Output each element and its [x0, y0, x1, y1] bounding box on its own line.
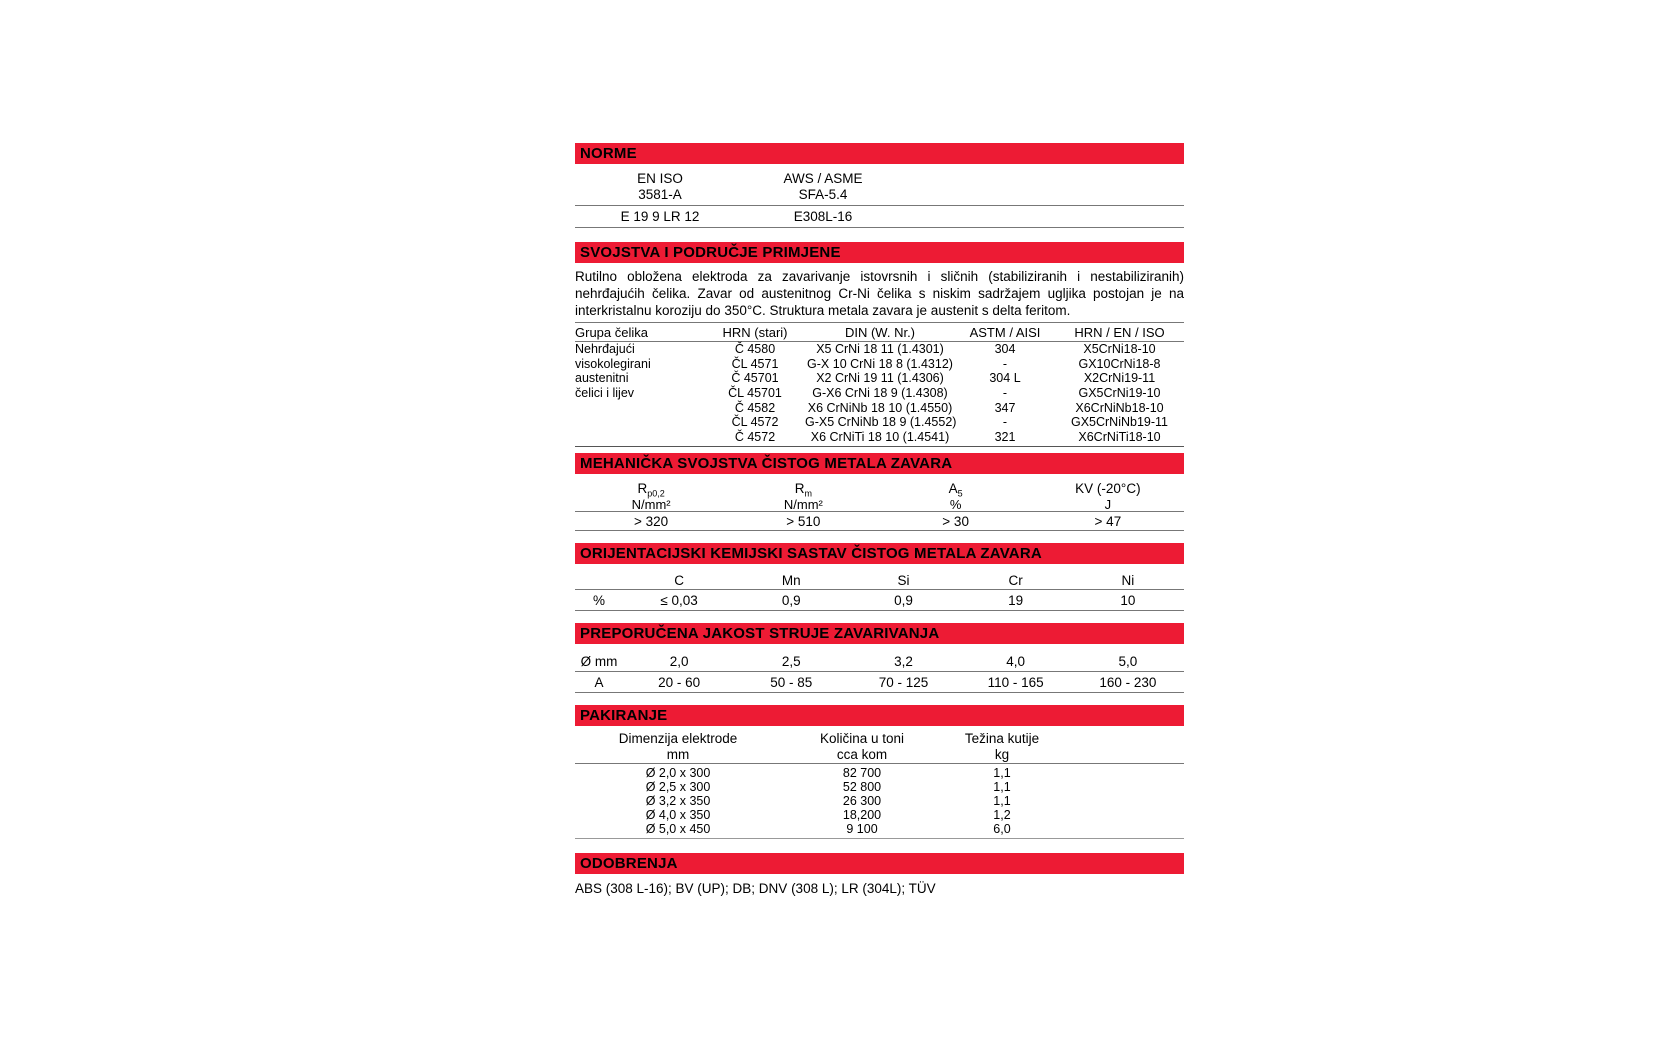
packaging-dimension-cell: Ø 3,2 x 350 [645, 793, 711, 808]
mech-unit-cell: N/mm² [783, 496, 823, 512]
current-diameter-cell: 3,2 [894, 653, 913, 669]
steel-header-hrn: HRN (stari) [722, 325, 788, 340]
norme-en-iso-line2: 3581-A [638, 187, 682, 202]
section-header-svojstva [575, 242, 1184, 263]
packaging-row [575, 822, 1184, 836]
current-amps-label: A [594, 674, 604, 690]
packaging-row [575, 808, 1184, 822]
steel-group-cell [575, 415, 705, 430]
steel-table-row [575, 357, 1184, 372]
packaging-dimension-cell: Ø 4,0 x 350 [645, 807, 711, 822]
steel-group-cell: čelici i lijev [575, 386, 635, 401]
packaging-dimension-cell: Ø 5,0 x 450 [645, 821, 711, 836]
steel-grades-table [575, 322, 1184, 447]
section-title-struja: PREPORUČENA JAKOST STRUJE ZAVARIVANJA [580, 624, 940, 642]
current-diameter-cell: 2,5 [781, 653, 801, 669]
steel-astm-cell: 304 [994, 342, 1016, 356]
steel-din-cell: X6 CrNiNb 18 10 (1.4550) [807, 400, 953, 415]
section-title-pakiranje: PAKIRANJE [580, 706, 668, 724]
steel-hrn-cell: Č 4572 [734, 430, 776, 445]
norme-aws-designation: E308L-16 [793, 209, 853, 224]
section-header-mehanicka [575, 453, 1184, 474]
mech-unit-cell: % [949, 496, 962, 512]
steel-astm-cell: 347 [994, 400, 1016, 415]
mech-value-cell: > 320 [634, 513, 669, 529]
steel-table-body [575, 342, 1184, 447]
current-diameter-label: Ø mm [580, 653, 618, 669]
mech-symbol-a5: $A_5$ [948, 480, 963, 499]
steel-table-header-row [575, 323, 1184, 342]
chem-values-row [575, 590, 1184, 611]
steel-astm-cell: - [1002, 356, 1008, 371]
packaging-quantity-cell: 9 100 [846, 821, 878, 836]
steel-group-cell: visokolegirani [575, 356, 651, 371]
section-title-svojstva: SVOJSTVA I PODRUČJE PRIMJENE [580, 244, 841, 261]
mech-symbols-row [575, 481, 1184, 497]
chem-value-cell: 10 [1120, 592, 1136, 608]
steel-group-cell [575, 430, 705, 445]
chem-element-header: C [674, 572, 684, 588]
steel-header-din: DIN (W. Nr.) [844, 325, 916, 340]
current-amps-cell: 50 - 85 [770, 674, 813, 690]
mech-unit-cell: N/mm² [631, 496, 671, 512]
steel-hrn-cell: ČL 4572 [731, 415, 779, 430]
current-diameter-row [575, 651, 1184, 672]
steel-din-cell: X6 CrNiTi 18 10 (1.4541) [810, 430, 950, 445]
packaging-weight-cell: 1,1 [993, 779, 1011, 794]
steel-table-row [575, 415, 1184, 430]
steel-hrn-cell: Č 4580 [734, 342, 776, 356]
current-amps-cell: 20 - 60 [658, 674, 701, 690]
steel-header-group: Grupa čelika [575, 325, 648, 340]
chem-header-spacer [575, 571, 623, 590]
norme-aws-line2: SFA-5.4 [798, 187, 848, 202]
norme-header-spacer [901, 171, 1184, 203]
steel-group-cell: Nehrđajući [575, 342, 635, 356]
current-amps-row [575, 672, 1184, 693]
chem-row-label: % [592, 592, 605, 608]
current-amps-cell: 160 - 230 [1099, 674, 1157, 690]
packaging-table [575, 731, 1184, 839]
packaging-header-quantity: Količina u toni cca kom [819, 730, 905, 762]
steel-hrn-cell: ČL 45701 [728, 386, 782, 401]
steel-astm-cell: - [1002, 386, 1008, 401]
steel-hrn-cell: ČL 4571 [731, 356, 779, 371]
electrode-datasheet [575, 143, 1184, 897]
steel-table-row [575, 430, 1184, 445]
packaging-weight-cell: 1,1 [993, 765, 1011, 780]
steel-iso-cell: X6CrNiTi18-10 [1078, 430, 1161, 445]
packaging-quantity-cell: 82 700 [842, 765, 882, 780]
chem-value-cell: 19 [1008, 592, 1024, 608]
chem-value-cell: 0,9 [894, 592, 913, 608]
packaging-weight-cell: 1,1 [993, 793, 1011, 808]
packaging-dimension-cell: Ø 2,5 x 300 [645, 779, 711, 794]
steel-header-astm: ASTM / AISI [969, 325, 1041, 340]
mechanical-properties-table [575, 481, 1184, 531]
norme-aws-line1: AWS / ASME [783, 171, 863, 186]
current-diameter-cell: 2,0 [669, 653, 689, 669]
norme-standards-header-row [575, 171, 1184, 206]
steel-din-cell: X2 CrNi 19 11 (1.4306) [816, 371, 944, 386]
current-diameter-cell: 5,0 [1118, 653, 1138, 669]
packaging-weight-cell: 6,0 [993, 821, 1011, 836]
norme-en-iso-line1: EN ISO [637, 171, 683, 186]
steel-din-cell: G-X6 CrNi 18 9 (1.4308) [812, 386, 948, 401]
steel-iso-cell: X6CrNiNb18-10 [1075, 400, 1164, 415]
packaging-quantity-cell: 18,200 [842, 807, 882, 822]
steel-table-row [575, 371, 1184, 386]
section-header-struja [575, 623, 1184, 644]
steel-iso-cell: GX5CrNi19-10 [1078, 386, 1161, 401]
section-title-norme: NORME [580, 145, 637, 162]
packaging-row [575, 780, 1184, 794]
section-header-odobrenja [575, 853, 1184, 874]
current-diameter-cell: 4,0 [1006, 653, 1026, 669]
packaging-quantity-cell: 52 800 [842, 779, 882, 794]
packaging-table-body [575, 764, 1184, 839]
chemical-composition-table [575, 571, 1184, 611]
norme-standard-en-iso [575, 171, 745, 203]
packaging-header-dimension: Dimenzija elektrode mm [618, 730, 738, 762]
chem-element-header: Si [897, 572, 910, 588]
packaging-quantity-cell: 26 300 [842, 793, 882, 808]
steel-iso-cell: GX10CrNi18-8 [1078, 356, 1161, 371]
mech-value-cell: > 30 [942, 513, 969, 529]
mech-values-row [575, 512, 1184, 531]
chem-element-header: Ni [1121, 572, 1135, 588]
section-header-norme [575, 143, 1184, 164]
packaging-weight-cell: 1,2 [993, 807, 1011, 822]
packaging-row [575, 766, 1184, 780]
chem-header-row [575, 571, 1184, 590]
current-amps-cell: 110 - 165 [987, 674, 1044, 690]
section-header-pakiranje [575, 705, 1184, 726]
steel-header-iso: HRN / EN / ISO [1074, 325, 1165, 340]
steel-iso-cell: X2CrNi19-11 [1083, 371, 1156, 386]
steel-table-row [575, 386, 1184, 401]
steel-astm-cell: 321 [994, 430, 1016, 445]
section-title-odobrenja: ODOBRENJA [580, 854, 678, 872]
current-amps-cell: 70 - 125 [878, 674, 929, 690]
steel-iso-cell: X5CrNi18-10 [1083, 342, 1156, 356]
mech-symbol-kv: KV (-20°C) [1075, 480, 1141, 496]
mech-units-row [575, 497, 1184, 512]
norme-values-spacer [901, 206, 1184, 228]
steel-hrn-cell: Č 45701 [731, 371, 779, 386]
steel-astm-cell: 304 L [989, 371, 1021, 386]
norme-standard-aws-asme [745, 171, 901, 203]
mech-symbol-rm: $R_m$ [794, 480, 812, 499]
mech-value-cell: > 510 [786, 513, 821, 529]
approvals-text: ABS (308 L-16); BV (UP); DB; DNV (308 L); LR (304L); TÜV [575, 880, 936, 896]
packaging-header-row [575, 731, 1184, 764]
steel-group-cell: austenitni [575, 371, 629, 386]
mech-unit-cell: J [1104, 496, 1112, 512]
steel-table-row [575, 342, 1184, 357]
steel-din-cell: G-X 10 CrNi 18 8 (1.4312) [807, 356, 953, 371]
steel-hrn-cell: Č 4582 [734, 400, 776, 415]
steel-table-row [575, 401, 1184, 416]
norme-en-iso-designation: E 19 9 LR 12 [620, 209, 700, 224]
norme-values-row [575, 206, 1184, 228]
packaging-header-weight: Težina kutije kg [964, 730, 1040, 762]
chem-value-cell: ≤ 0,03 [660, 592, 698, 608]
steel-din-cell: X5 CrNi 18 11 (1.4301) [816, 342, 944, 356]
chem-element-header: Cr [1008, 572, 1023, 588]
chem-value-cell: 0,9 [781, 592, 801, 608]
chem-element-header: Mn [781, 572, 801, 588]
packaging-row [575, 794, 1184, 808]
packaging-dimension-cell: Ø 2,0 x 300 [645, 765, 711, 780]
description-paragraph: Rutilno obložena elektroda za zavarivanje istovrsnih i sličnih (stabiliziranih i nestabiliziranih) nehrđajućih čelika. Zavar od austenitnog Cr-Ni čelika s niskim sadržajem ugljika postojan je na interkristalnu koroziju do 350°C. Struktura metala zavara je austenit s delta feritom. [575, 269, 1184, 318]
steel-group-cell [575, 401, 705, 416]
steel-din-cell: G-X5 CrNiNb 18 9 (1.4552) [805, 415, 957, 430]
welding-current-table [575, 651, 1184, 693]
section-title-kemijski: ORIJENTACIJSKI KEMIJSKI SASTAV ČISTOG METALA ZAVARA [580, 544, 1042, 562]
packaging-header-spacer [1061, 731, 1184, 763]
mech-value-cell: > 47 [1094, 513, 1122, 529]
mech-symbol-rp02: $R_{p0,2}$ [637, 480, 665, 499]
section-header-kemijski [575, 543, 1184, 564]
steel-astm-cell: - [1002, 415, 1008, 430]
section-title-mehanicka: MEHANIČKA SVOJSTVA ČISTOG METALA ZAVARA [580, 454, 953, 472]
steel-iso-cell: GX5CrNiNb19-11 [1070, 415, 1169, 430]
